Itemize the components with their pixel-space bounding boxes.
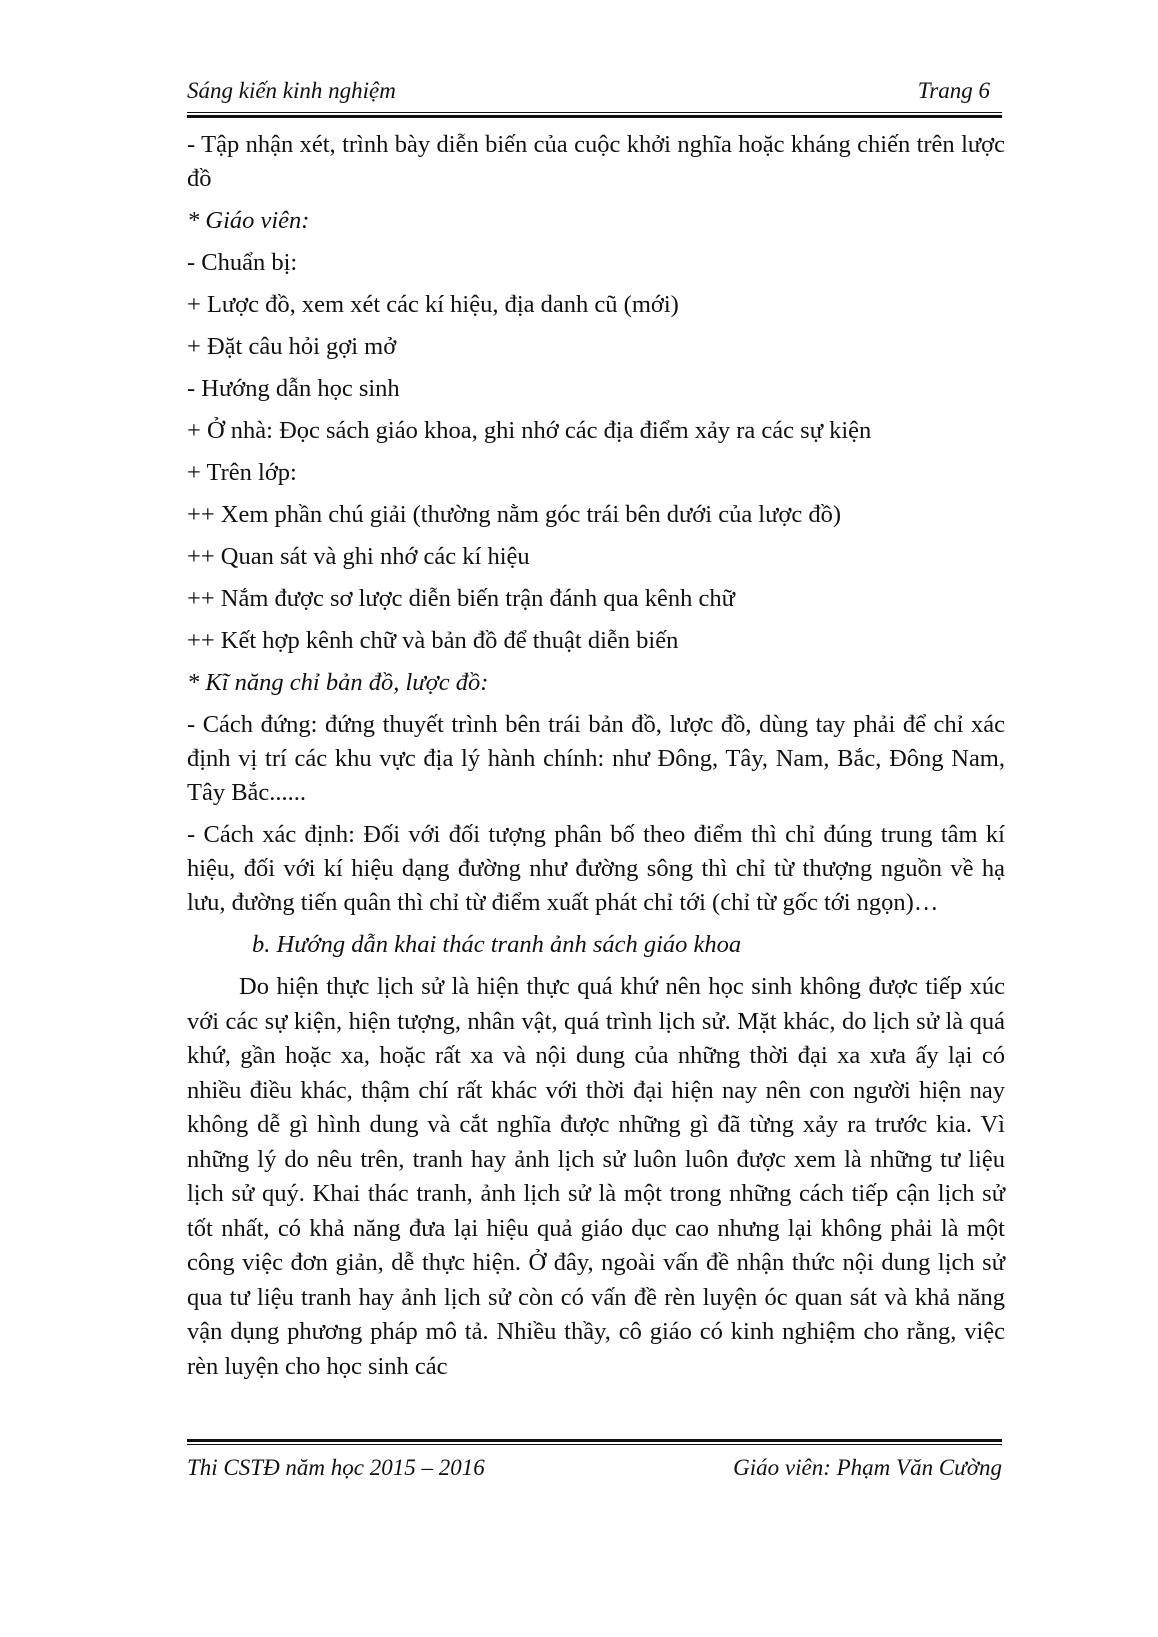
paragraph-prepare: - Chuẩn bị: [187,249,298,276]
list-item: ++ Kết hợp kênh chữ và bản đồ để thuật diễn biến [187,627,679,654]
page-footer [187,1455,1002,1485]
header-rule [187,112,1002,118]
footer-teacher: Giáo viên: Phạm Văn Cường [733,1455,1002,1480]
list-item: ++ Nắm được sơ lược diễn biến trận đánh qua kênh chữ [187,585,735,612]
section-heading-b: b. Hướng dẫn khai thác tranh ảnh sách giáo khoa [252,931,742,958]
map-skill-heading: * Kĩ năng chỉ bản đồ, lược đồ: [187,669,489,696]
page-header [187,78,1002,108]
list-item: + Đặt câu hỏi gợi mở [187,333,397,360]
paragraph-standing: - Cách đứng: đứng thuyết trình bên trái bản đồ, lược đồ, dùng tay phải để chỉ xác định vị trí các khu vực địa lý hành chính: như Đông, Tây, Nam, Bắc, Đông Nam, Tây Bắc...... [187,711,1005,806]
list-item: ++ Quan sát và ghi nhớ các kí hiệu [187,543,530,570]
paragraph-guide: - Hướng dẫn học sinh [187,375,400,402]
paragraph-locating: - Cách xác định: Đối với đối tượng phân bố theo điểm thì chỉ đúng trung tâm kí hiệu, đối với kí hiệu dạng đường như đường sông thì chỉ từ thượng nguồn về hạ lưu, đường tiến quân thì chỉ từ điểm xuất phát chỉ tới (chỉ từ gốc tới ngọn)… [187,821,1005,916]
teacher-heading: * Giáo viên: [187,207,310,234]
list-item: ++ Xem phần chú giải (thường nằm góc trái bên dưới của lược đồ) [187,501,842,528]
page-content [187,128,1005,1384]
footer-contest: Thi CSTĐ năm học 2015 – 2016 [187,1455,485,1480]
header-title: Sáng kiến kinh nghiệm [187,78,396,103]
list-item: + Trên lớp: [187,459,297,486]
list-item: + Lược đồ, xem xét các kí hiệu, địa danh cũ (mới) [187,291,679,318]
page-number: Trang 6 [917,78,990,103]
list-item: + Ở nhà: Đọc sách giáo khoa, ghi nhớ các địa điểm xảy ra các sự kiện [187,417,872,444]
paragraph-practice: - Tập nhận xét, trình bày diễn biến của cuộc khởi nghĩa hoặc kháng chiến trên lược đồ [187,131,1005,192]
body-paragraph: Do hiện thực lịch sử là hiện thực quá khứ nên học sinh không được tiếp xúc với các sự kiện, hiện tượng, nhân vật, quá trình lịch sử. Mặt khác, do lịch sử là quá khứ, gần hoặc xa, hoặc rất xa và nội dung của những thời đại xa xưa ấy lại có nhiều điều khác, thậm chí rất khác với thời đại hiện nay nên con người hiện nay không dễ gì hình dung và cắt nghĩa được những gì đã từng xảy ra trước kia. Vì những lý do nêu trên, tranh hay ảnh lịch sử luôn luôn được xem là những tư liệu lịch sử quý. Khai thác tranh, ảnh lịch sử là một trong những cách tiếp cận lịch sử tốt nhất, có khả năng đưa lại hiệu quả giáo dục cao nhưng lại không phải là một công việc đơn giản, dễ thực hiện. Ở đây, ngoài vấn đề nhận thức nội dung lịch sử qua tư liệu tranh hay ảnh lịch sử còn có vấn đề rèn luyện óc quan sát và khả năng vận dụng phương pháp mô tả. Nhiều thầy, cô giáo có kinh nghiệm cho rằng, việc rèn luyện cho học sinh các [187,973,1005,1380]
footer-rule [187,1439,1002,1445]
